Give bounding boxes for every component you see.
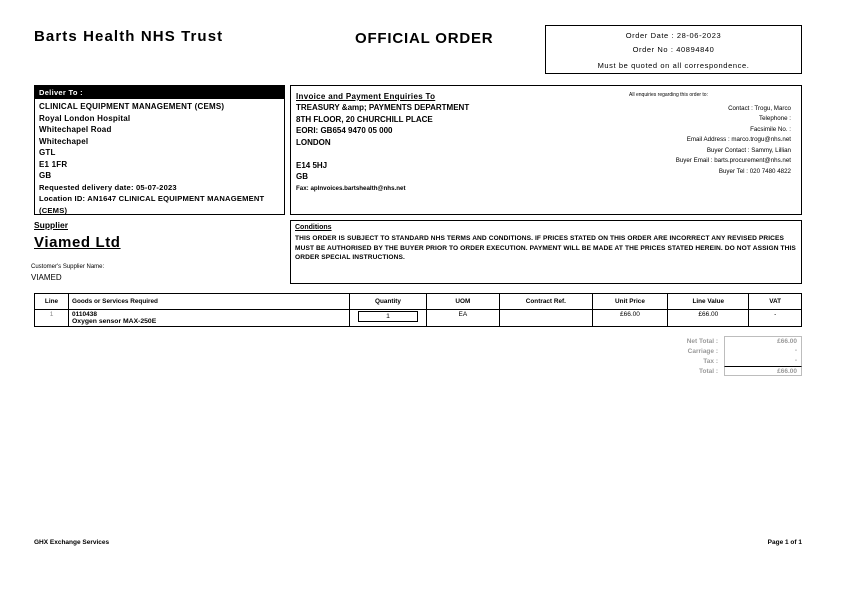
deliver-to-line: Whitechapel Road	[39, 125, 112, 134]
deliver-to-line: CLINICAL EQUIPMENT MANAGEMENT (CEMS)	[39, 102, 225, 111]
requested-delivery-date: Requested delivery date: 05-07-2023	[39, 182, 177, 192]
enquiries-note: All enquiries regarding this order to:	[629, 92, 708, 98]
order-enquiries-contacts	[546, 90, 799, 177]
trust-name: Barts Health NHS Trust	[34, 28, 224, 45]
order-number: Order No : 40894840	[632, 45, 715, 54]
deliver-to-line: GB	[39, 171, 52, 180]
invoice-fax: Fax: aplnvoices.bartshealth@nhs.net	[296, 184, 406, 192]
deliver-to-line: Royal London Hospital	[39, 113, 131, 123]
deliver-to-line: GTL	[39, 148, 56, 157]
supplier-label: Supplier	[34, 220, 69, 230]
order-note: Must be quoted on all correspondence.	[597, 61, 750, 70]
deliver-to-body	[35, 99, 284, 218]
goods-code: 0110438	[72, 311, 97, 318]
contact-telephone: Telephone :	[759, 115, 791, 122]
invoice-address-line: GB	[296, 172, 308, 181]
cell-goods	[69, 310, 350, 327]
net-total-value: £66.00	[724, 336, 802, 346]
cell-uom: EA	[426, 310, 499, 327]
cell-line-number: 1	[35, 310, 69, 327]
totals-row-total	[640, 366, 802, 376]
column-header-quantity: Quantity	[350, 294, 426, 310]
net-total-label: Net Total :	[686, 337, 718, 345]
buyer-telephone: Buyer Tel : 020 7480 4822	[718, 167, 791, 175]
invoice-address-line: E14 5HJ	[296, 160, 328, 170]
customer-supplier-label: Customer's Supplier Name:	[31, 264, 105, 270]
buyer-email: Buyer Email : barts.procurement@nhs.net	[675, 157, 791, 164]
totals-row-tax	[640, 356, 802, 366]
location-id: Location ID: AN1647 CLINICAL EQUIPMENT MANAGEMENT (CEMS)	[39, 194, 265, 215]
table-header-row	[35, 294, 802, 310]
contact-facsimile: Facsimile No. :	[750, 125, 791, 133]
buyer-contact: Buyer Contact : Sammy, Lillian	[706, 146, 791, 154]
goods-description: Oxygen sensor MAX-250E	[72, 318, 157, 325]
cell-contract-ref	[499, 310, 592, 327]
invoice-address-line: 8TH FLOOR, 20 CHURCHILL PLACE	[296, 114, 433, 124]
invoice-address-line	[296, 148, 546, 160]
column-header-goods: Goods or Services Required	[69, 294, 350, 310]
quantity-value: 1	[358, 311, 418, 322]
order-date: Order Date : 28-06-2023	[625, 31, 722, 40]
invoice-enquiries-block	[290, 85, 802, 215]
customer-supplier-value: VIAMED	[31, 273, 62, 282]
contact-name: Contact : Trogu, Marco	[728, 104, 791, 112]
cell-line-value: £66.00	[668, 310, 749, 327]
page-title: OFFICIAL ORDER	[355, 30, 494, 47]
cell-unit-price: £66.00	[592, 310, 668, 327]
deliver-to-line: E1 1FR	[39, 159, 68, 169]
conditions-block	[290, 220, 802, 284]
deliver-to-header: Deliver To :	[35, 86, 284, 99]
column-header-line: Line	[35, 294, 69, 310]
invoice-address	[294, 102, 546, 194]
supplier-name: Viamed Ltd	[34, 234, 121, 251]
conditions-text: THIS ORDER IS SUBJECT TO STANDARD NHS TERMS AND CONDITIONS. IF PRICES STATED ON THIS ORDER ARE INCORRECT ANY REVISED PRICES MUST BE AUTHORISED BY THE BUYER PRIOR TO ORDER EXECUTION. PAYMENT WILL BE MADE AT THE PRICES STATED HEREIN. DO NOT ASSIGN THIS ORDER SPECIAL INSTRUCTIONS.	[295, 235, 796, 262]
column-header-uom: UOM	[426, 294, 499, 310]
tax-label: Tax :	[703, 357, 718, 365]
order-reference-box	[545, 25, 802, 74]
footer-service-name: GHX Exchange Services	[34, 539, 110, 546]
conditions-header: Conditions	[295, 224, 332, 231]
invoice-address-line: LONDON	[296, 137, 331, 147]
total-value: £66.00	[724, 366, 802, 376]
table-row	[35, 310, 802, 327]
carriage-value: -	[724, 346, 802, 356]
totals-block	[640, 336, 802, 376]
column-header-unit-price: Unit Price	[592, 294, 668, 310]
column-header-vat: VAT	[749, 294, 802, 310]
cell-quantity	[350, 310, 426, 327]
totals-row-net	[640, 336, 802, 346]
deliver-to-line: Whitechapel	[39, 136, 89, 146]
totals-row-carriage	[640, 346, 802, 356]
invoice-enquiries-header: Invoice and Payment Enquiries To	[296, 92, 436, 101]
column-header-line-value: Line Value	[668, 294, 749, 310]
order-items-table	[34, 293, 802, 327]
deliver-to-block	[34, 85, 285, 215]
cell-vat: -	[749, 310, 802, 327]
footer-page-number: Page 1 of 1	[767, 539, 802, 546]
column-header-contract-ref: Contract Ref.	[499, 294, 592, 310]
invoice-address-line: EORI: GB654 9470 05 000	[296, 126, 393, 135]
total-label: Total :	[698, 367, 718, 375]
invoice-address-line: TREASURY &amp; PAYMENTS DEPARTMENT	[296, 103, 470, 112]
contact-email: Email Address : marco.trogu@nhs.net	[686, 136, 791, 143]
carriage-label: Carriage :	[687, 347, 718, 355]
tax-value: -	[724, 356, 802, 366]
